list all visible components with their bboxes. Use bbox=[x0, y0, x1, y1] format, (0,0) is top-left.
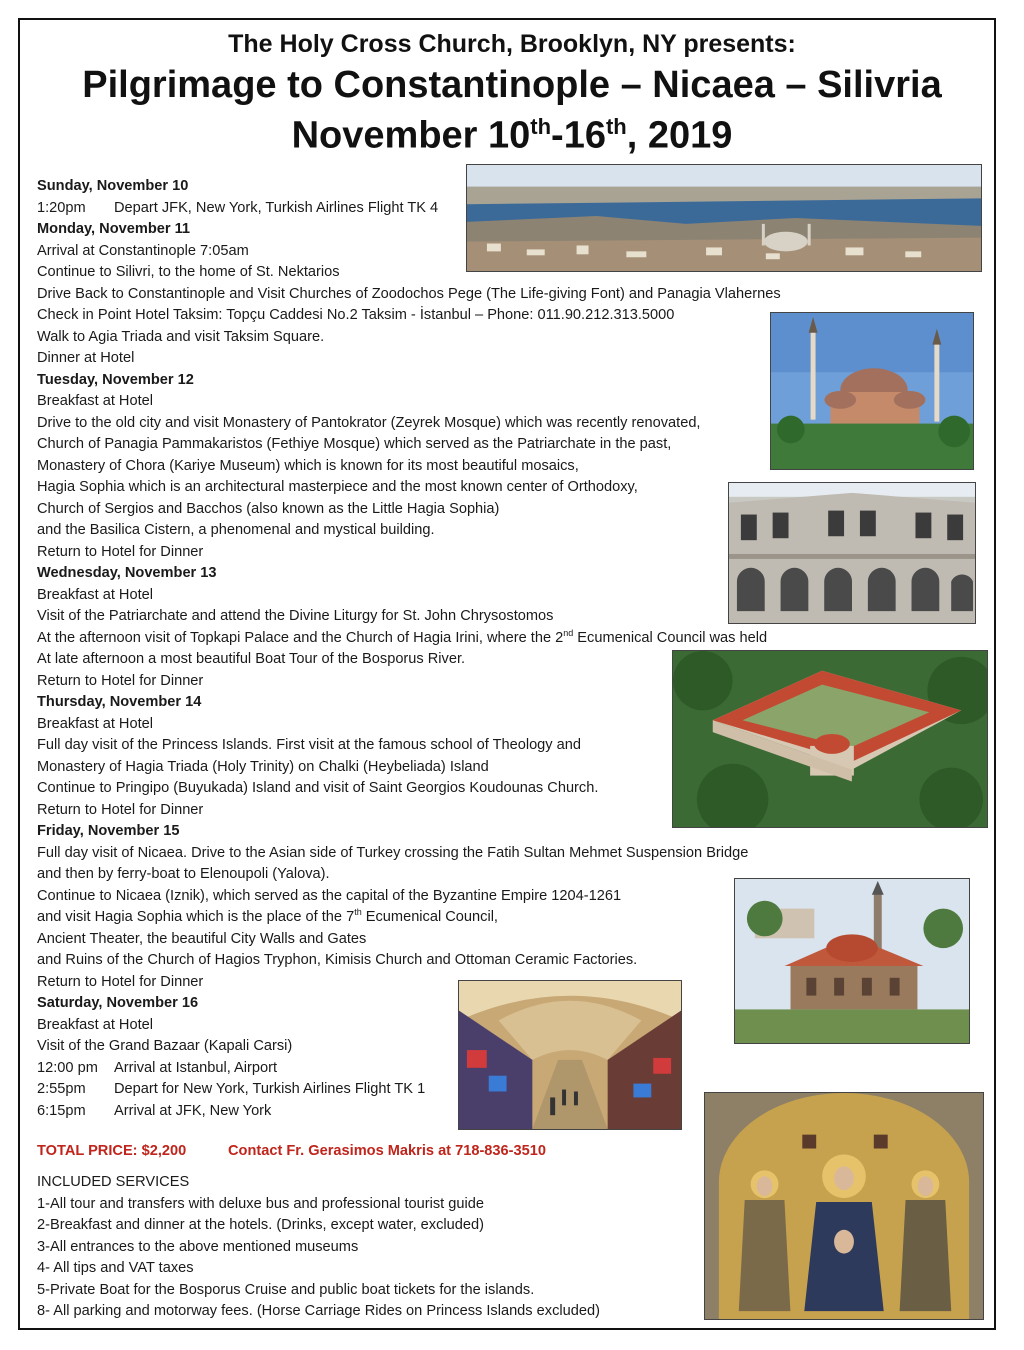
itinerary-line: Church of Sergios and Bacchos (also known as the Little Hagia Sophia) bbox=[37, 500, 500, 517]
itinerary-line: Check in Point Hotel Taksim: Topçu Caddesi No.2 Taksim - İstanbul – Phone: 011.90.212.313.5000 bbox=[37, 307, 675, 323]
day-heading: Thursday, November 14 bbox=[37, 694, 202, 710]
itinerary-line: Visit of the Patriarchate and attend the Divine Liturgy for St. John Chrysostomos bbox=[37, 608, 554, 624]
itinerary-line: Continue to Pringipo (Buyukada) Island and visit of Saint Georgios Koudounas Church. bbox=[37, 780, 599, 796]
itinerary-line: Drive to the old city and visit Monastery of Pantokrator (Zeyrek Mosque) which was recently renovated, bbox=[37, 414, 701, 431]
itinerary-line: Church of Panagia Pammakaristos (Fethiye Mosque) which served as the Patriarchate in the past, bbox=[37, 436, 672, 452]
itinerary-line: Breakfast at Hotel bbox=[37, 715, 153, 732]
itinerary-line: Dinner at Hotel bbox=[37, 350, 135, 366]
itinerary-line: Ancient Theater, the beautiful City Walls and Gates bbox=[37, 930, 367, 947]
itinerary-line: Arrival at Constantinople 7:05am bbox=[37, 242, 249, 259]
itinerary-line: 12:00 pm Arrival at Istanbul, Airport bbox=[37, 1059, 278, 1076]
included-item: 1-All tour and transfers with deluxe bus and professional tourist guide bbox=[37, 1195, 484, 1212]
contact-info: Contact Fr. Gerasimos Makris at 718-836-3510 bbox=[228, 1143, 546, 1159]
itinerary-line: and Ruins of the Church of Hagios Tryphon, Kimisis Church and Ottoman Ceramic Factories. bbox=[37, 952, 638, 968]
itinerary-line: and the Basilica Cistern, a phenomenal and mystical building. bbox=[37, 522, 435, 538]
itinerary-line: Visit of the Grand Bazaar (Kapali Carsi) bbox=[37, 1038, 293, 1054]
itinerary-line: Return to Hotel for Dinner bbox=[37, 543, 204, 560]
day-heading: Friday, November 15 bbox=[37, 823, 180, 839]
itinerary-line: and then by ferry-boat to Elenoupoli (Yalova). bbox=[37, 866, 330, 882]
itinerary-line: Walk to Agia Triada and visit Taksim Square. bbox=[37, 328, 325, 345]
day-heading: Tuesday, November 12 bbox=[37, 371, 194, 388]
itinerary-line: Breakfast at Hotel bbox=[37, 586, 153, 603]
itinerary-line: Monastery of Chora (Kariye Museum) which is known for its most beautiful mosaics, bbox=[37, 457, 579, 474]
included-item: 8- All parking and motorway fees. (Horse Carriage Rides on Princess Islands excluded) bbox=[37, 1303, 600, 1319]
itinerary-line: Full day visit of Nicaea. Drive to the Asian side of Turkey crossing the Fatih Sultan Mehmet Suspension Bridge bbox=[37, 844, 749, 861]
flyer-title: Pilgrimage to Constantinople – Nicaea – Silivria bbox=[82, 64, 942, 106]
itinerary-line: and visit Hagia Sophia which is the place of the 7th Ecumenical Council, bbox=[37, 907, 498, 925]
itinerary-line: Breakfast at Hotel bbox=[37, 393, 153, 409]
day-heading: Monday, November 11 bbox=[37, 221, 191, 237]
itinerary-line: 1:20pm Depart JFK, New York, Turkish Airlines Flight TK 4 bbox=[37, 199, 439, 216]
itinerary-line: At late afternoon a most beautiful Boat Tour of the Bosporus River. bbox=[37, 651, 466, 667]
itinerary-line: Continue to Nicaea (Iznik), which served as the capital of the Byzantine Empire 1204-1261 bbox=[37, 887, 622, 904]
included-services bbox=[37, 1172, 717, 1323]
itinerary bbox=[37, 176, 857, 1122]
itinerary-line: Full day visit of the Princess Islands. First visit at the famous school of Theology and bbox=[37, 737, 582, 753]
byzantine-mosaic-photo bbox=[704, 1092, 984, 1320]
itinerary-line: Return to Hotel for Dinner bbox=[37, 973, 204, 990]
included-item: 4- All tips and VAT taxes bbox=[37, 1260, 194, 1276]
itinerary-line: Breakfast at Hotel bbox=[37, 1016, 153, 1033]
itinerary-line: Hagia Sophia which is an architectural masterpiece and the most known center of Orthodoxy, bbox=[37, 479, 638, 495]
presenter-line: The Holy Cross Church, Brooklyn, NY presents: bbox=[228, 30, 796, 58]
itinerary-line: Drive Back to Constantinople and Visit Churches of Zoodochos Pege (The Life-giving Font) and Panagia Vlahernes bbox=[37, 285, 781, 302]
day-heading: Saturday, November 16 bbox=[37, 995, 199, 1011]
day-heading: Wednesday, November 13 bbox=[37, 565, 217, 581]
itinerary-line: At the afternoon visit of Topkapi Palace and the Church of Hagia Irini, where the 2nd Ecumenical Council was held bbox=[37, 627, 768, 646]
itinerary-line: Continue to Silivri, to the home of St. Nektarios bbox=[37, 264, 340, 280]
itinerary-line: Return to Hotel for Dinner bbox=[37, 672, 204, 689]
itinerary-line: Monastery of Hagia Triada (Holy Trinity) on Chalki (Heybeliada) Island bbox=[37, 758, 489, 775]
included-item: 3-All entrances to the above mentioned museums bbox=[37, 1238, 359, 1255]
itinerary-line: Return to Hotel for Dinner bbox=[37, 801, 204, 818]
itinerary-line: 2:55pm Depart for New York, Turkish Airlines Flight TK 1 bbox=[37, 1081, 426, 1097]
total-price: TOTAL PRICE: $2,200 bbox=[37, 1143, 187, 1159]
included-item: 2-Breakfast and dinner at the hotels. (Drinks, except water, excluded) bbox=[37, 1217, 484, 1233]
trip-dates: November 10th-16th, 2019 bbox=[291, 114, 733, 157]
day-heading: Sunday, November 10 bbox=[37, 178, 189, 194]
included-services-title: INCLUDED SERVICES bbox=[37, 1174, 190, 1190]
included-item: 5-Private Boat for the Bosporus Cruise and public boat tickets for the islands. bbox=[37, 1281, 535, 1298]
itinerary-line: 6:15pm Arrival at JFK, New York bbox=[37, 1102, 272, 1119]
